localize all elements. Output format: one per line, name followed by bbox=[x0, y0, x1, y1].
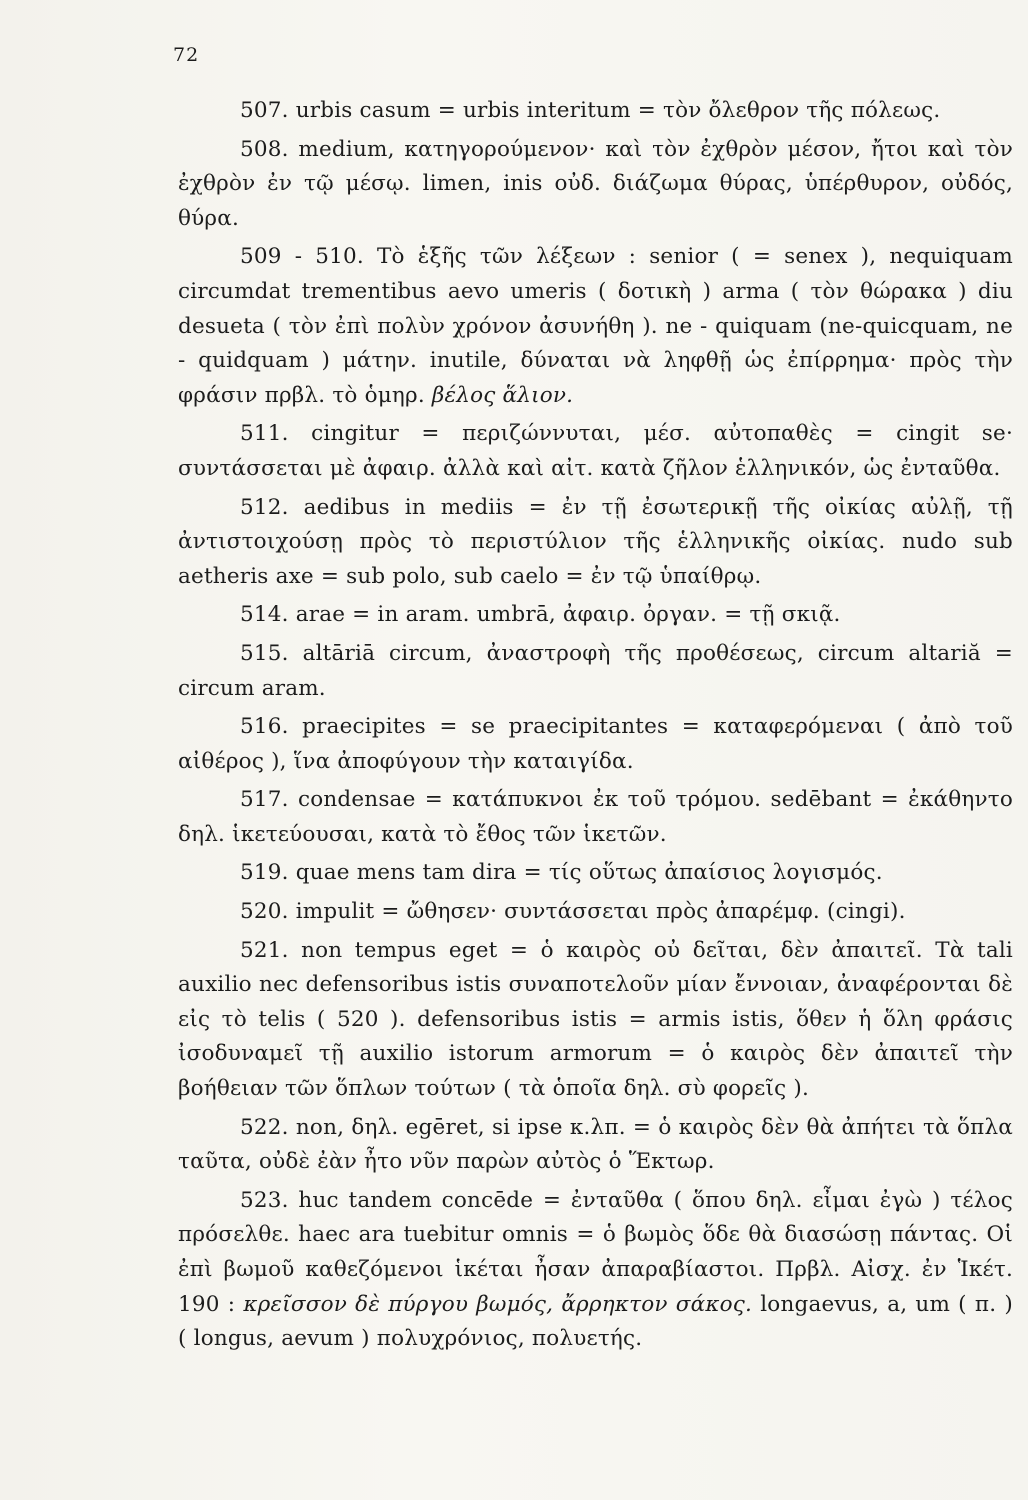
entry-521: 521. non tempus eget = ὁ καιρὸς οὐ δεῖται, δὲν ἀπαιτεῖ. Τὰ tali auxilio nec defensoribus istis συναποτελοῦν μίαν ἔννοιαν, ἀναφέρονται δὲ εἰς τὸ telis ( 520 ). defensoribus istis = armis istis, ὅθεν ἡ ὅλη φράσις ἰσοδυναμεῖ τῇ auxilio istorum armorum = ὁ καιρὸς δὲν ἀπαιτεῖ τὴν βοήθειαν τῶν ὅπλων τούτων ( τὰ ὁποῖα δηλ. σὺ φορεῖς ). bbox=[178, 937, 1013, 1102]
entry-516: 516. praecipites = se praecipitantes = καταφερόμεναι ( ἀπὸ τοῦ αἰθέρος ), ἵνα ἀποφύγουν τὴν καταιγίδα. bbox=[178, 714, 1013, 774]
entry-519: 519. quae mens tam dira = τίς οὕτως ἀπαίσιος λογισμός. bbox=[240, 860, 883, 886]
aeschylus-quote: κρεῖσσον δὲ πύργου βωμός, ἄρρηκτον σάκος. bbox=[243, 1291, 753, 1317]
entry-514: 514. arae = in aram. umbrā, ἀφαιρ. ὀργαν. = τῇ σκιᾷ. bbox=[240, 602, 841, 628]
commentary-text bbox=[178, 94, 1013, 1361]
entry-507: 507. urbis casum = urbis interitum = τὸν ὄλεθρον τῆς πόλεως. bbox=[240, 98, 941, 123]
entry-517: 517. condensae = κατάπυκνοι ἐκ τοῦ τρόμου. sedēbant = ἐκάθηντο δηλ. ἱκετεύουσαι, κατὰ τὸ ἔθος τῶν ἱκετῶν. bbox=[178, 787, 1013, 847]
homeric-quote: βέλος ἅλιον. bbox=[431, 382, 574, 408]
entry-512: 512. aedibus in mediis = ἐν τῇ ἐσωτερικῇ τῆς οἰκίας αὐλῇ, τῇ ἀντιστοιχούσῃ πρὸς τὸ περιστύλιον τῆς ἑλληνικῆς οἰκίας. nudo sub aetheris axe = sub polo, sub caelo = ἐν τῷ ὑπαίθρῳ. bbox=[178, 494, 1013, 589]
page-number: 72 bbox=[173, 44, 200, 66]
entry-523: 523. huc tandem concēde = ἐνταῦθα ( ὅπου δηλ. εἶμαι ἐγὼ ) τέλος πρόσελθε. haec ara tuebitur omnis = ὁ βωμὸς ὅδε θὰ διασώσῃ πάντας. Οἱ ἐπὶ βωμοῦ καθεζόμενοι ἱκέται ἦσαν ἀπαραβίαστοι. Πρβλ. Αἰσχ. ἐν Ἱκέτ. 190 : κρεῖσσον δὲ πύργου βωμός, ἄρρηκτον σάκος. longaevus, a, um ( π. ) ( longus, aevum ) πολυχρόνιος, πολυετής. bbox=[178, 1187, 1013, 1352]
entry-509-510: 509 - 510. Τὸ ἑξῆς τῶν λέξεων : senior ( = senex ), nequiquam circumdat trementibus aevo umeris ( δοτικὴ ) arma ( τὸν θώρακα ) diu desueta ( τὸν ἐπὶ πολὺν χρόνον ἀσυνήθη ). ne - quiquam (ne-quicquam, ne - quidquam ) μάτην. inutile, δύναται νὰ ληφθῇ ὡς ἐπίρρημα· πρὸς τὴν φράσιν πρβλ. τὸ ὁμηρ. βέλος ἅλιον. bbox=[178, 244, 1013, 408]
entry-520: 520. impulit = ὤθησεν· συντάσσεται πρὸς ἀπαρέμφ. (cingi). bbox=[240, 899, 906, 925]
entry-511: 511. cingitur = περιζώννυται, μέσ. αὐτοπαθὲς = cingit se· συντάσσεται μὲ ἀφαιρ. ἀλλὰ καὶ αἰτ. κατὰ ζῆλον ἑλληνικόν, ὡς ἐνταῦθα. bbox=[178, 421, 1013, 481]
entry-522: 522. non, δηλ. egēret, si ipse κ.λπ. = ὁ καιρὸς δὲν θὰ ἀπήτει τὰ ὅπλα ταῦτα, οὐδὲ ἐὰν ἦτο νῦν παρὼν αὐτὸς ὁ Ἕκτωρ. bbox=[178, 1114, 1013, 1175]
entry-508: 508. medium, κατηγορούμενον· καὶ τὸν ἐχθρὸν μέσον, ἤτοι καὶ τὸν ἐχθρὸν ἐν τῷ μέσῳ. limen, inis οὐδ. διάζωμα θύρας, ὑπέρθυρον, οὐδός, θύρα. bbox=[178, 136, 1013, 231]
entry-515: 515. altāriā circum, ἀναστροφὴ τῆς προθέσεως, circum altariă = circum aram. bbox=[178, 640, 1013, 701]
